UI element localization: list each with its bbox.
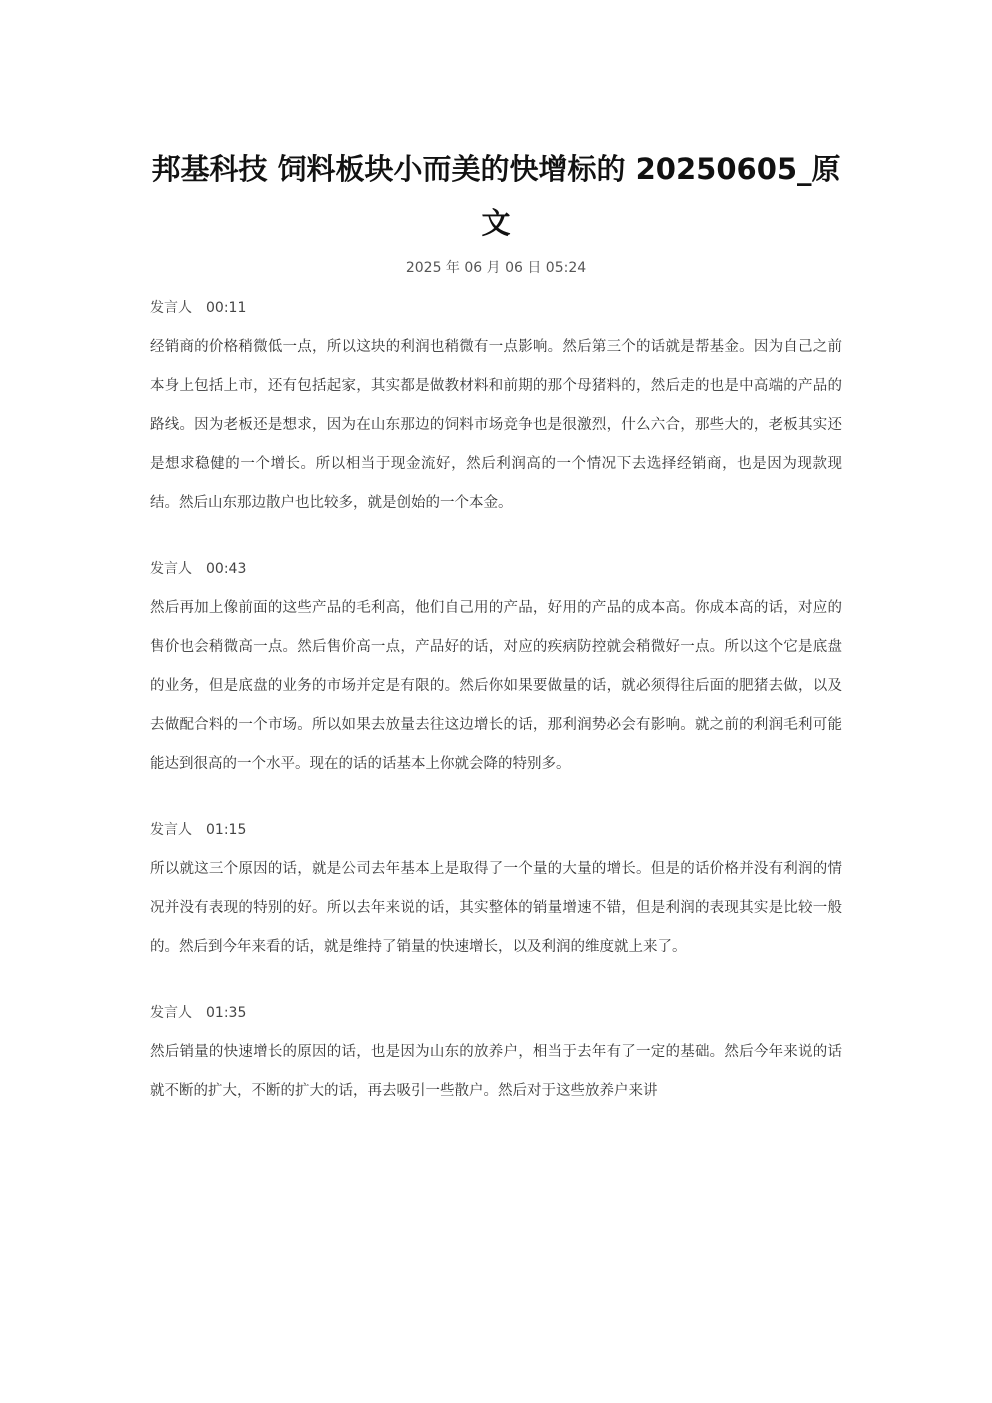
speaker-name: 发言人	[150, 822, 192, 838]
document-title: 邦基科技 饲料板块小而美的快增标的 20250605_原文	[151, 152, 841, 240]
transcript-paragraph: 然后销量的快速增长的原因的话，也是因为山东的放养户，相当于去年有了一定的基础。然后今年来说的话就不断的扩大，不断的扩大的话，再去吸引一些散户。然后对于这些放养户来讲	[150, 1044, 842, 1099]
speaker-name: 发言人	[150, 561, 192, 577]
speaker-timestamp: 01:35	[206, 1005, 247, 1021]
speaker-line	[150, 298, 842, 318]
speaker-timestamp: 01:15	[206, 822, 247, 838]
speaker-name: 发言人	[150, 300, 192, 316]
speaker-line	[150, 820, 842, 840]
transcript-section	[150, 1003, 842, 1111]
transcript-paragraph: 经销商的价格稍微低一点，所以这块的利润也稍微有一点影响。然后第三个的话就是帮基金。因为自己之前本身上包括上市，还有包括起家，其实都是做教材料和前期的那个母猪料的，然后走的也是中高端的产品的路线。因为老板还是想求，因为在山东那边的饲料市场竞争也是很激烈，什么六合，那些大的，老板其实还是想求稳健的一个增长。所以相当于现金流好，然后利润高的一个情况下去选择经销商，也是因为现款现结。然后山东那边散户也比较多，就是创始的一个本金。	[150, 339, 842, 511]
transcript-section	[150, 559, 842, 784]
transcript-paragraph: 然后再加上像前面的这些产品的毛利高，他们自己用的产品，好用的产品的成本高。你成本高的话，对应的售价也会稍微高一点。然后售价高一点，产品好的话，对应的疾病防控就会稍微好一点。所以这个它是底盘的业务，但是底盘的业务的市场并定是有限的。然后你如果要做量的话，就必须得往后面的肥猪去做，以及去做配合料的一个市场。所以如果去放量去往这边增长的话，那利润势必会有影响。就之前的利润毛利可能能达到很高的一个水平。现在的话的话基本上你就会降的特别多。	[150, 600, 842, 772]
transcript-section	[150, 298, 842, 523]
speaker-timestamp: 00:43	[206, 561, 247, 577]
transcript-section	[150, 820, 842, 967]
document-date: 2025 年 06 月 06 日 05:24	[405, 260, 587, 276]
speaker-timestamp: 00:11	[206, 300, 247, 316]
speaker-line	[150, 1003, 842, 1023]
speaker-line	[150, 559, 842, 579]
transcript-paragraph: 所以就这三个原因的话，就是公司去年基本上是取得了一个量的大量的增长。但是的话价格并没有利润的情况并没有表现的特别的好。所以去年来说的话，其实整体的销量增速不错，但是利润的表现其实是比较一般的。然后到今年来看的话，就是维持了销量的快速增长，以及利润的维度就上来了。	[150, 861, 842, 955]
speaker-name: 发言人	[150, 1005, 192, 1021]
